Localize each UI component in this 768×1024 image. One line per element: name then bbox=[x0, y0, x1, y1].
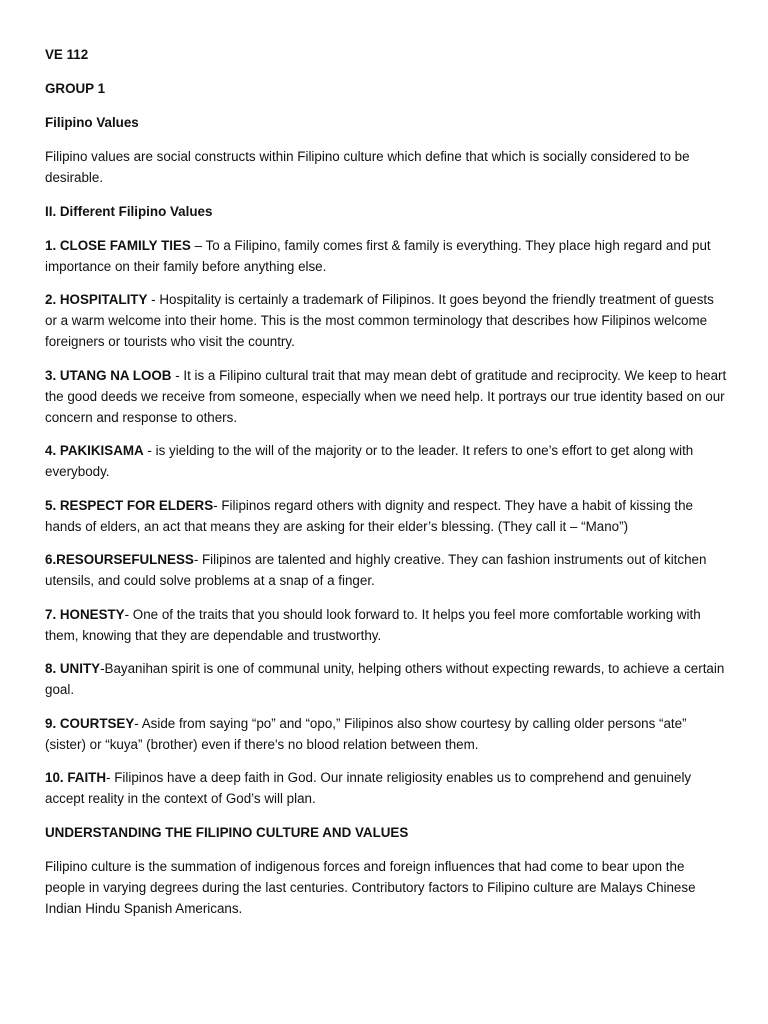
value-text: -Bayanihan spirit is one of communal unity, helping others without expecting rewards, to achieve a certain goal. bbox=[45, 661, 725, 697]
section-heading: II. Different Filipino Values bbox=[45, 203, 213, 219]
value-item bbox=[45, 604, 728, 646]
value-term: 2. HOSPITALITY bbox=[45, 292, 148, 307]
document-title: Filipino Values bbox=[45, 115, 139, 130]
value-item bbox=[45, 658, 728, 700]
value-term: 7. HONESTY bbox=[45, 606, 125, 622]
values-list bbox=[45, 235, 728, 810]
value-term: 4. PAKIKISAMA bbox=[45, 443, 144, 458]
value-term: 3. UTANG NA LOOB bbox=[45, 367, 172, 383]
value-text: - One of the traits that you should look forward to. It helps you feel more comfortable working with them, knowing that they are dependable and trustworthy. bbox=[45, 606, 701, 643]
value-text: - is yielding to the will of the majority or to the leader. It refers to one’s effort to get along with everybody. bbox=[45, 443, 694, 479]
value-item bbox=[45, 767, 728, 809]
value-term: 5. RESPECT FOR ELDERS bbox=[45, 497, 214, 513]
value-text: – To a Filipino, family comes first & family is everything. They place high regard and put importance on their family before anything else. bbox=[45, 237, 711, 274]
course-code: VE 112 bbox=[45, 47, 89, 62]
value-term: 10. FAITH bbox=[45, 770, 107, 785]
value-text: - Filipinos regard others with dignity and respect. They have a habit of kissing the hands of elders, an act that means they are asking for their elder’s blessing. (They call it – “Mano”) bbox=[45, 497, 693, 534]
section2-heading: UNDERSTANDING THE FILIPINO CULTURE AND VALUES bbox=[45, 824, 409, 840]
value-item bbox=[45, 440, 728, 482]
value-term: 1. CLOSE FAMILY TIES bbox=[45, 237, 191, 253]
value-item bbox=[45, 235, 728, 277]
value-text: - Filipinos have a deep faith in God. Our innate religiosity enables us to comprehend and genuinely accept reality in the context of God’s will plan. bbox=[45, 770, 692, 806]
value-term: 9. COURTSEY bbox=[45, 715, 135, 731]
group-label: GROUP 1 bbox=[45, 81, 106, 96]
value-item bbox=[45, 365, 728, 428]
value-item bbox=[45, 495, 728, 537]
value-term: 8. UNITY bbox=[45, 661, 101, 676]
value-text: - Hospitality is certainly a trademark of Filipinos. It goes beyond the friendly treatment of guests or a warm welcome into their home. This is the most common terminology that describes how Filipinos welcome foreigners or tourists who visit the country. bbox=[45, 292, 714, 349]
closing-paragraph: Filipino culture is the summation of indigenous forces and foreign influences that had come to bear upon the people in varying degrees during the last centuries. Contributory factors to Filipino culture are Malays Chinese Indian Hindu Spanish Americans. bbox=[45, 858, 696, 916]
value-text: - Aside from saying “po” and “opo,” Filipinos also show courtesy by calling older persons “ate” (sister) or “kuya” (brother) even if there's no blood relation between them. bbox=[45, 715, 687, 752]
value-item bbox=[45, 289, 728, 352]
value-item bbox=[45, 713, 728, 755]
value-term: 6.RESOURSEFULNESS bbox=[45, 552, 194, 567]
value-text: - Filipinos are talented and highly creative. They can fashion instruments out of kitchen utensils, and could solve problems at a snap of a finger. bbox=[45, 552, 707, 588]
intro-paragraph: Filipino values are social constructs within Filipino culture which define that which is socially considered to be desirable. bbox=[45, 149, 690, 185]
value-item bbox=[45, 549, 728, 591]
value-text: - It is a Filipino cultural trait that may mean debt of gratitude and reciprocity. We keep to heart the good deeds we receive from someone, especially when we need help. It portrays our true identity based on our concern and response to others. bbox=[45, 367, 727, 425]
